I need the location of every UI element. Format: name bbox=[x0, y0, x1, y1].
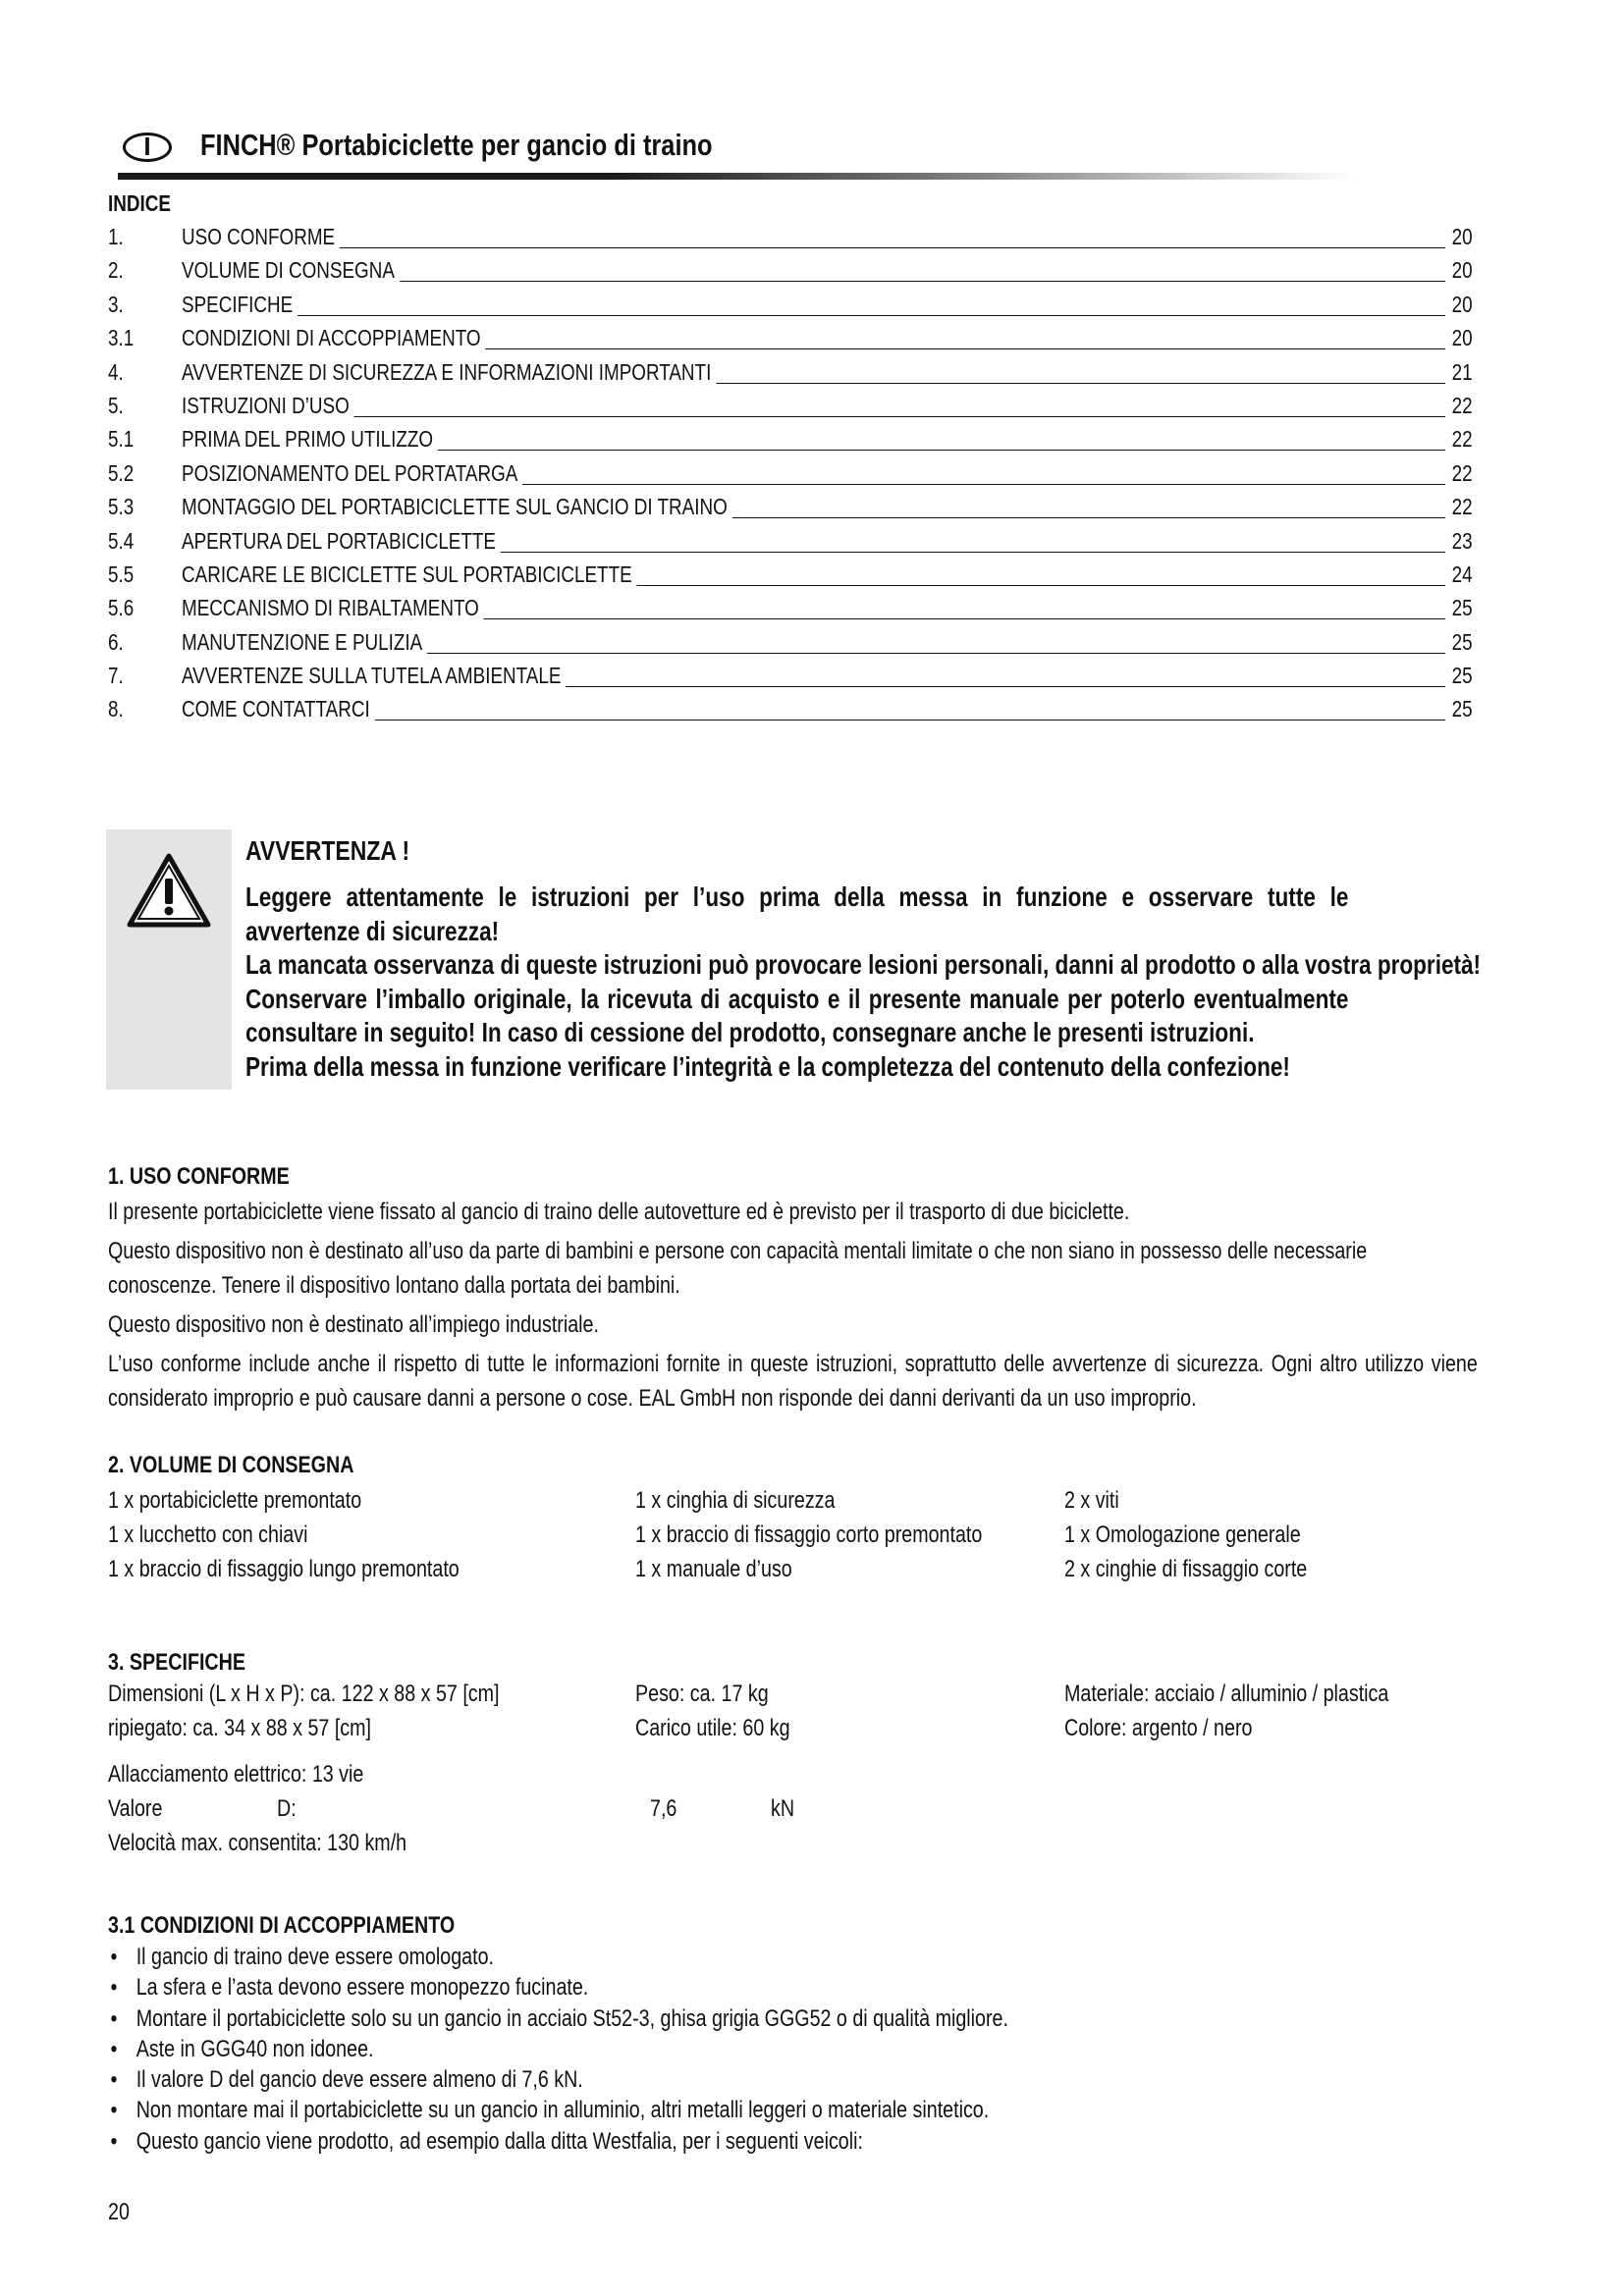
toc-page-number: 23 bbox=[1452, 527, 1473, 554]
delivery-column-2 bbox=[635, 1483, 982, 1586]
spec-weight: Peso: ca. 17 kg bbox=[635, 1681, 769, 1707]
spec-row bbox=[108, 1795, 1478, 1830]
toc-page-number: 24 bbox=[1452, 561, 1473, 587]
warning-paragraph: La mancata osservanza di queste istruzioni può provocare lesioni personali, danni al prodotto o alla vostra proprietà! bbox=[245, 949, 1482, 980]
list-item: • Non montare mai il portabiciclette su un gancio in alluminio, altri metalli leggeri o materiale sintetico. bbox=[108, 2097, 1231, 2127]
toc-title: PRIMA DEL PRIMO UTILIZZO bbox=[182, 426, 438, 453]
toc-row bbox=[108, 253, 1473, 287]
toc-page-number: 21 bbox=[1452, 358, 1473, 385]
toc-row bbox=[108, 389, 1473, 422]
list-item: • Il valore D del gancio deve essere almeno di 7,6 kN. bbox=[108, 2066, 1231, 2097]
spec-row bbox=[108, 1761, 1478, 1795]
section-condizioni-accoppiamento bbox=[108, 1912, 1478, 2159]
toc-row bbox=[108, 422, 1473, 455]
toc-number: 5. bbox=[108, 392, 124, 418]
section-uso-conforme bbox=[108, 1163, 1478, 1420]
toc-page-number: 22 bbox=[1452, 392, 1473, 418]
paragraph: Questo dispositivo non è destinato all’impiego industriale. bbox=[108, 1311, 599, 1338]
toc-page-number: 20 bbox=[1452, 257, 1473, 284]
delivery-column-1 bbox=[108, 1483, 460, 1586]
toc-leader-line bbox=[182, 315, 1445, 316]
toc-leader-line bbox=[182, 416, 1445, 417]
section-volume-di-consegna bbox=[108, 1452, 1478, 1582]
list-item: • Questo gancio viene prodotto, ad esempio dalla ditta Westfalia, per i seguenti veicoli: bbox=[108, 2128, 1231, 2159]
warning-icon-panel bbox=[106, 829, 232, 1090]
toc-number: 5.6 bbox=[108, 595, 135, 621]
toc-number: 1. bbox=[108, 224, 124, 249]
spec-material: Materiale: acciaio / alluminio / plastica bbox=[1064, 1681, 1389, 1707]
spec-speed: Velocità max. consentita: 130 km/h bbox=[108, 1830, 407, 1856]
paragraph: Questo dispositivo non è destinato all’uso da parte di bambini e persone con capacità mentali limitate o che non siano in possesso delle necessarie conoscenze. Tenere il dispositivo lontano dalla portata dei bambini. bbox=[108, 1238, 1368, 1299]
paragraph: L’uso conforme include anche il rispetto di tutte le informazioni fornite in queste istruzioni, soprattutto delle avvertenze di sicurezza. Ogni altro utilizzo viene considerato improprio e può causare danni a persone o cose. EAL GmbH non risponde dei danni derivanti da un uso improprio. bbox=[108, 1351, 1478, 1412]
toc-row bbox=[108, 625, 1473, 659]
warning-title: AVVERTENZA ! bbox=[245, 835, 410, 866]
warning-text bbox=[245, 881, 1482, 1084]
toc-title: MECCANISMO DI RIBALTAMENTO bbox=[182, 595, 484, 621]
paragraph: Il presente portabiciclette viene fissato al gancio di traino delle autovetture ed è previsto per il trasporto di due biciclette. bbox=[108, 1199, 1130, 1225]
list-item: • Il gancio di traino deve essere omologato. bbox=[108, 1944, 1231, 1974]
toc-title: POSIZIONAMENTO DEL PORTATARGA bbox=[182, 460, 522, 487]
toc-row bbox=[108, 524, 1473, 558]
toc-number: 5.2 bbox=[108, 459, 135, 486]
toc-page-number: 22 bbox=[1452, 494, 1473, 520]
toc-number: 5.4 bbox=[108, 527, 135, 554]
toc-title: COME CONTATTARCI bbox=[182, 696, 375, 722]
toc-page-number: 20 bbox=[1452, 291, 1473, 317]
toc-page-number: 22 bbox=[1452, 426, 1473, 453]
toc-title: MONTAGGIO DEL PORTABICICLETTE SUL GANCIO DI TRAINO bbox=[182, 494, 732, 520]
warning-box bbox=[106, 829, 1481, 1090]
spec-row bbox=[108, 1830, 1478, 1864]
warning-paragraph: Prima della messa in funzione verificare l’integrità e la completezza del contenuto della confezione! bbox=[245, 1050, 1290, 1082]
toc-page-number: 22 bbox=[1452, 459, 1473, 486]
language-code: I bbox=[143, 132, 151, 161]
toc-row bbox=[108, 591, 1473, 624]
toc-title: ISTRUZIONI D’USO bbox=[182, 393, 354, 419]
toc-title: AVVERTENZE SULLA TUTELA AMBIENTALE bbox=[182, 663, 566, 689]
toc-page-number: 20 bbox=[1452, 224, 1473, 249]
section-title: 3.1 CONDIZIONI DI ACCOPPIAMENTO bbox=[108, 1912, 456, 1939]
toc-page-number: 25 bbox=[1452, 628, 1473, 655]
warning-paragraph: Leggere attentamente le istruzioni per l’uso prima della messa in funzione e osservare tutte le avvertenze di sicurezza! bbox=[245, 881, 1349, 946]
section-specifiche bbox=[108, 1649, 1478, 1864]
toc-number: 7. bbox=[108, 663, 124, 689]
spec-d-label: Valore bbox=[108, 1795, 163, 1822]
toc-row bbox=[108, 490, 1473, 523]
toc-row bbox=[108, 692, 1473, 725]
toc-title: USO CONFORME bbox=[182, 224, 340, 250]
toc-row bbox=[108, 220, 1473, 253]
toc-page-number: 25 bbox=[1452, 663, 1473, 689]
list-item: 1 x portabiciclette premontato bbox=[108, 1487, 362, 1514]
toc-leader-line bbox=[182, 247, 1445, 248]
list-item: 1 x braccio di fissaggio corto premontato bbox=[635, 1522, 983, 1548]
spec-payload: Carico utile: 60 kg bbox=[635, 1715, 790, 1741]
toc-number: 5.3 bbox=[108, 494, 135, 520]
toc-title: CONDIZIONI DI ACCOPPIAMENTO bbox=[182, 325, 486, 351]
spec-color: Colore: argento / nero bbox=[1064, 1715, 1253, 1741]
spec-d-unit: kN bbox=[771, 1795, 795, 1822]
document-header bbox=[118, 126, 1355, 185]
warning-paragraph: Conservare l’imballo originale, la ricevuta di acquisto e il presente manuale per poterlo eventualmente consultare in seguito! In caso di cessione del prodotto, consegnare anche le presenti istruzioni. bbox=[245, 983, 1349, 1047]
toc-number: 2. bbox=[108, 257, 124, 284]
toc-page-number: 20 bbox=[1452, 325, 1473, 351]
delivery-column-3 bbox=[1064, 1483, 1307, 1586]
toc-title: CARICARE LE BICICLETTE SUL PORTABICICLETTE bbox=[182, 561, 637, 588]
list-item: • Aste in GGG40 non idonee. bbox=[108, 2036, 1231, 2066]
header-divider bbox=[118, 173, 1355, 180]
toc-number: 5.1 bbox=[108, 426, 135, 453]
toc-title: VOLUME DI CONSEGNA bbox=[182, 257, 400, 284]
spec-folded: ripiegato: ca. 34 x 88 x 57 [cm] bbox=[108, 1715, 372, 1741]
toc-row bbox=[108, 456, 1473, 490]
list-item: 1 x cinghia di sicurezza bbox=[635, 1487, 836, 1514]
spec-row bbox=[108, 1681, 1478, 1715]
toc-number: 3. bbox=[108, 291, 124, 317]
spec-dimensions: Dimensioni (L x H x P): ca. 122 x 88 x 57 [cm] bbox=[108, 1681, 500, 1707]
list-item: 1 x lucchetto con chiavi bbox=[108, 1522, 308, 1548]
toc-title: APERTURA DEL PORTABICICLETTE bbox=[182, 528, 501, 555]
toc-number: 5.5 bbox=[108, 561, 135, 587]
list-item: 1 x manuale d’uso bbox=[635, 1556, 792, 1582]
list-item: 2 x cinghie di fissaggio corte bbox=[1064, 1556, 1308, 1582]
section-title: 2. VOLUME DI CONSEGNA bbox=[108, 1452, 354, 1478]
toc-number: 4. bbox=[108, 358, 124, 385]
toc-row bbox=[108, 659, 1473, 692]
toc-title: SPECIFICHE bbox=[182, 292, 298, 318]
toc-number: 6. bbox=[108, 628, 124, 655]
list-item: 1 x braccio di fissaggio lungo premontato bbox=[108, 1556, 460, 1582]
list-item: 2 x viti bbox=[1064, 1487, 1119, 1514]
section-title: 1. USO CONFORME bbox=[108, 1163, 290, 1190]
language-badge bbox=[123, 133, 172, 162]
spec-d-letter: D: bbox=[277, 1795, 297, 1822]
spec-row bbox=[108, 1715, 1478, 1749]
list-item: • La sfera e l’asta devono essere monopezzo fucinate. bbox=[108, 1974, 1231, 2004]
toc-row bbox=[108, 321, 1473, 354]
toc-list bbox=[108, 220, 1473, 726]
toc-page-number: 25 bbox=[1452, 696, 1473, 722]
toc-title: MANUTENZIONE E PULIZIA bbox=[182, 629, 427, 656]
conditions-list bbox=[108, 1944, 1231, 2159]
warning-triangle-icon bbox=[127, 853, 211, 928]
toc-row bbox=[108, 355, 1473, 389]
list-item: 1 x Omologazione generale bbox=[1064, 1522, 1301, 1548]
spec-d-value: 7,6 bbox=[650, 1795, 677, 1822]
table-of-contents bbox=[108, 190, 1473, 726]
page-number: 20 bbox=[108, 2199, 130, 2225]
toc-heading: INDICE bbox=[108, 190, 171, 216]
toc-number: 3.1 bbox=[108, 325, 135, 351]
toc-row bbox=[108, 558, 1473, 591]
list-item: • Montare il portabiciclette solo su un gancio in acciaio St52-3, ghisa grigia GGG52 o di qualità migliore. bbox=[108, 2005, 1231, 2036]
toc-number: 8. bbox=[108, 696, 124, 722]
toc-title: AVVERTENZE DI SICUREZZA E INFORMAZIONI IMPORTANTI bbox=[182, 359, 716, 386]
toc-row bbox=[108, 288, 1473, 321]
toc-page-number: 25 bbox=[1452, 595, 1473, 621]
section-title: 3. SPECIFICHE bbox=[108, 1649, 245, 1676]
spec-electrical: Allacciamento elettrico: 13 vie bbox=[108, 1761, 364, 1788]
document-title: FINCH® Portabiciclette per gancio di traino bbox=[200, 128, 713, 162]
